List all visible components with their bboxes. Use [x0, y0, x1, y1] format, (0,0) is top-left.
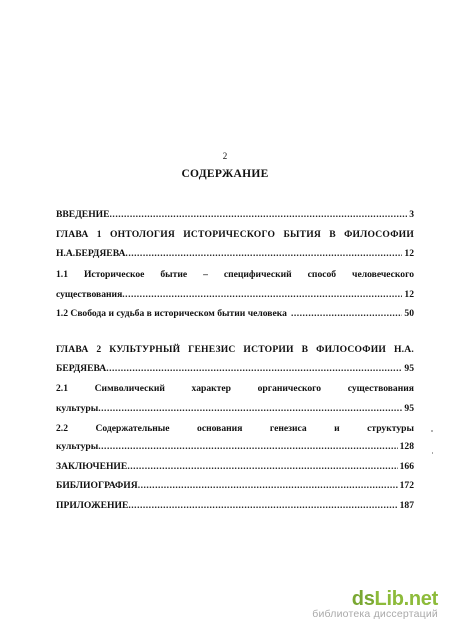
toc-entry-text: БЕРДЯЕВА	[56, 363, 107, 374]
page-number: 2	[222, 151, 228, 161]
toc-entry-text: Н.А.БЕРДЯЕВА	[56, 248, 126, 259]
toc-page-number: 50	[404, 308, 414, 319]
scan-speck	[431, 430, 433, 432]
leader-dots	[98, 403, 402, 415]
watermark-logo: dsLib.net	[351, 588, 438, 610]
toc-entry-chapter-1-cont[interactable]	[56, 248, 414, 260]
leader-dots	[106, 363, 402, 375]
word: –	[203, 269, 208, 280]
toc-page-number: 166	[399, 461, 414, 472]
word: и	[334, 423, 340, 434]
toc-title: СОДЕРЖАНИЕ	[181, 168, 269, 180]
word: 2.2	[56, 423, 68, 434]
leader-dots	[110, 209, 408, 221]
toc-entry-conclusion[interactable]	[56, 461, 414, 473]
word: ГЛАВА	[56, 344, 89, 355]
toc-entry-bibliography[interactable]	[56, 480, 414, 492]
word: ФИЛОСОФИИ	[316, 344, 387, 355]
word: 1.1	[56, 269, 68, 280]
watermark-subtitle: библиотека диссертаций	[312, 608, 438, 620]
toc-entry-section-1-1-cont[interactable]	[56, 289, 414, 301]
word: 1	[96, 229, 102, 240]
word: Содержательные	[95, 423, 170, 434]
toc-page-number: 128	[399, 441, 414, 452]
word: бытие	[160, 269, 188, 280]
leader-dots	[125, 248, 402, 260]
toc-entry-appendix[interactable]	[56, 500, 414, 512]
leader-dots	[287, 308, 402, 320]
leader-dots	[122, 289, 402, 301]
word: основания	[197, 423, 243, 434]
toc-page-number: 95	[404, 363, 414, 374]
word: 2	[96, 344, 102, 355]
toc-entry-text: ЗАКЛЮЧЕНИЕ	[56, 461, 128, 472]
toc-entry-section-2-1-cont[interactable]	[56, 403, 414, 415]
leader-dots	[138, 480, 398, 492]
word: В	[301, 344, 309, 355]
toc-page-number: 172	[399, 480, 414, 491]
toc-entry-section-1-2[interactable]	[56, 308, 414, 320]
word: В	[329, 229, 336, 240]
word: 2.1	[56, 383, 68, 394]
word: специфический	[223, 269, 292, 280]
toc-page-number: 3	[409, 209, 414, 220]
toc-entry-chapter-2[interactable]	[56, 344, 414, 356]
toc-page-number: 12	[404, 289, 414, 300]
word: структуры	[367, 423, 414, 434]
toc-entry-text: ВВЕДЕНИЕ	[56, 209, 110, 220]
leader-dots	[128, 500, 397, 512]
word: Символический	[94, 383, 165, 394]
word: генезиса	[269, 423, 307, 434]
leader-dots	[98, 441, 397, 453]
toc-entry-chapter-1[interactable]	[56, 229, 414, 241]
leader-dots	[127, 461, 397, 473]
watermark	[312, 588, 438, 620]
toc-entry-text: 1.2 Свобода и судьба в историческом бытии человека	[56, 308, 287, 319]
word: ГЛАВА	[56, 229, 89, 240]
word: ФИЛОСОФИИ	[344, 229, 414, 240]
toc-entry-text: культуры	[56, 441, 99, 452]
scan-speck	[432, 452, 433, 454]
toc-entry-text: существования	[56, 289, 123, 300]
word: ИСТОРИИ	[243, 344, 294, 355]
toc-entry-section-2-2-cont[interactable]	[56, 441, 414, 453]
toc-entry-text: ПРИЛОЖЕНИЕ	[56, 500, 129, 511]
toc-entry-chapter-2-cont[interactable]	[56, 363, 414, 375]
toc-entry-section-2-1[interactable]	[56, 383, 414, 395]
toc-entry-text: БИБЛИОГРАФИЯ	[56, 480, 138, 491]
word: ГЕНЕЗИС	[188, 344, 236, 355]
word: Н.А.	[393, 344, 414, 355]
toc-page-number: 12	[404, 248, 414, 259]
word: органического	[257, 383, 322, 394]
word: Историческое	[83, 269, 145, 280]
word: БЫТИЯ	[283, 229, 321, 240]
toc-entry-section-1-1[interactable]	[56, 269, 414, 281]
word: человеческого	[352, 269, 414, 280]
toc-page-number: 95	[404, 403, 414, 414]
toc-entry-section-2-2[interactable]	[56, 423, 414, 435]
toc-entry-text: культуры	[56, 403, 99, 414]
word: способ	[307, 269, 337, 280]
word: ОНТОЛОГИЯ	[109, 229, 176, 240]
word: существования	[347, 383, 414, 394]
toc-entry-intro[interactable]	[56, 209, 414, 221]
word: КУЛЬТУРНЫЙ	[109, 344, 181, 355]
toc-page-number: 187	[399, 500, 414, 511]
word: ИСТОРИЧЕСКОГО	[183, 229, 276, 240]
word: характер	[191, 383, 231, 394]
